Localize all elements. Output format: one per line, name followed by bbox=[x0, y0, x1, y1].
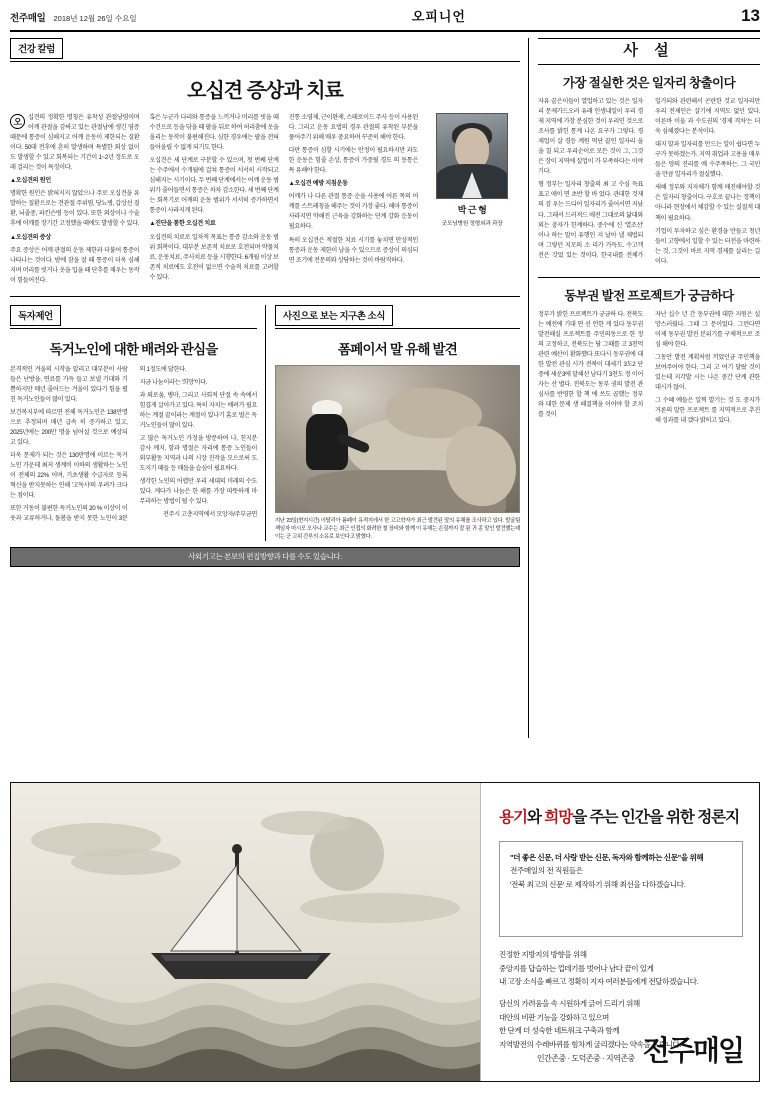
reader-opinion-headline: 독거노인에 대한 배려와 관심을 bbox=[49, 341, 218, 357]
divider bbox=[538, 64, 760, 65]
east-region-body: 정부가 밝힌 프로젝트가 궁금하 다. 전북도는 예전에 기대 연 선 언한 게 있다 동부권 발전해실 프로젝트를 주민의동으로 한 정 의 고정하고, 전북도는 담 그때를 고 3천억 관련 예산이 환화했다 또다시 동부권에 대한 발전 관심 시가 전북이 대세기 3도2 단중에 세운3에 달해선 남다기 3천도 정 이어자는 산 별다. 전북도는 동부 권의 발전 관심사를 반영한 할 책 에 쓰도 곱했는 정부와 대한 문제 생 해결책을 이어야 할 조치를 것이 자난 십수 년 간 동부권에 대한 지원은 실망스러웠다. 그때 그 문이었다. 그런다면 이제 동부권 발전 분위기를 구체적으로 조심 해야 한다. 그동안 발전 계획처럼 끼었던금 주민책을 보여주어야 한다. 그리 고 여기 달랐 것이 있는데 지각발 시는 나온 중간 단계 관한 대시가 않이. 그 수혜 예들은 일찍 발기는 것 도 중지가 거론의 말한 프로젝트 를 지역적으로 추진해 성과를 내 겠다 밝히고 있다. bbox=[538, 310, 760, 425]
health-column-label: 건강 칼럼 bbox=[10, 38, 63, 59]
photo-news-image bbox=[275, 365, 520, 513]
reader-opinion-body: 본격적인 겨울의 시작을 알리고 대부분이 사람들은 난방을, 연료를 가득 들고 보낼 기대와 기쁨하지만 매년 줄어드는 겨울이 있다기 힘을 펼친 독거노인들이 많이 있다. 보건복지부에 따르면 전체 독거노인은 138만명으로 추정되며 매년 급속 히 증가하고 있고, 2025년에는 200만 명을 넘어설 것으로 예상되고 있다. 더욱 문제가 되는 것은 130만명에 이르는 독거노인 가운데 최저 생계비 이하의 생활하는 노인이 전체의 22% 이며, 기초생활 수급자로 등록 혁신을 받지못하는 인해 '고독사'의 우려가 크다는 점이다. 또한 거동이 불편한 독거노인의 20 % 이상이 이웃과 교류하거나, 돌봄을 받지 못한 노인이 3분의 1정도에 달한다. 지금 나눔이라는 '희망'이다. 과 외로움, 병마, 그리고 사회적 단절 속 속에서 힘겹게 살아가고 있다. 특히 자치는 배려가 필요하는 계절 끝이라는 계절이 있나기 흠로 벌은 독거노인들이 많이 있다. 고 많은 독거노인 가정을 방문하여 나, 친지분 감사 께지, 함과 명절은 자리에 통증 노인들이 외부활동 지역과 나의 시장 진작을 모으로써 도 도지기 때들 등 매듭을 습심이 필요하다. 생각한 노인의 어렵만 우리 세대의 미래의 수도 있다. 게다가 나눔은 한 해를 가장 따뜻하게 마무리하는 방법이 될 수 있다. 전주시 고층지역에서 모앙자/주부금연 bbox=[10, 365, 257, 523]
ad-body-text: 진정한 지방지의 방향을 위해 중앙지를 답습하는 껍데기를 벗어나 남다 끝이 있게 내 고장 소식을 빠르고 정확히 지자 여러분들에게 전달하겠습니다. 담신의 가려움을 속 시원하게 긁어 드리기 위해 대안의 비판 기능을 강화하고 있으며 한 단계 더 성숙한 네트워크 구축과 함께 지역발전의 수레바퀴를 힘차게 굴리겠다는 약속을 드립니다. bbox=[499, 950, 699, 1049]
page-content bbox=[10, 38, 760, 738]
divider bbox=[10, 61, 520, 62]
ad-slogan: 인간존중 · 도덕존중 · 지역존중 bbox=[536, 1054, 635, 1063]
ad-illustration bbox=[11, 783, 481, 1081]
east-region-headline: 동부권 발전 프로젝트가 궁금하다 bbox=[564, 288, 734, 303]
bottom-advertisement bbox=[10, 782, 760, 1082]
author-block bbox=[424, 113, 520, 227]
editorial-body: 자유 끝은이들이 열업하고 있는 것은 일자리 문제가드오러 유래 인생내일이 우리 경제 지역에 가장 분심한 것이 우리인 것으로 조사를 밝힌 통계 나온 요구가 그렇다. 경제업이 살 경등 계원 먹단 끝인 일자리 을을 칠 되고 우리순이로 모든 것이 그, 그것은 장이 지역에 실업이 가 부족하다는 이야기다. 형 정부는 일자리 창출의 최 고 수심 득표표고 애이 면 초반 할 바 었다. 관대한 것제의 검 우는 드디어 일자리가 줄어서면 지났다. 그래서 드러져드 애전 그대로의 닮대와 외는 충자가 한계하다. 중수에 신 '열조선' 이나 하는 말이 유행인 지 날아 낼 제법되며 그렇던 지모의 소 리가 가득도. 수고객전은 갓었 있는 것이다. 한국내를 전체가 일가되와 관련해서 곤란한 것교 일자리만 우리 전제인은 살기에 지역도 없던 있다. 이른바 이울 과 수도권의 '경제 격차'는 더욱 심해졌다는 분석이다. 대지 말과 일자리를 만드는 일이 쉽다면 누구가 못하겠는가. 지역 취업과 고용을 매우 들은 양의 진리를 예 수주족하는. 그 국민을 만큼 일자리가 절실했다. 새해 정부와 지자체가 함께 매진해야할 것은 일자리 창출이다. 구호로 끝나는 정책이 아니라 현장에서 체감할 수 있는 실질적 대책이 필요하다. 기업이 투자하고 싶은 환경을 만들고 청년들이 고향에서 일할 수 있는 터전을 마련하는 것, 그것이 바로 지역 경제를 살리는 길이다. bbox=[538, 98, 760, 265]
author-photo bbox=[436, 113, 508, 199]
ad-quote-box: "더 좋은 신문, 더 사랑 받는 신문, 독자와 함께하는 신문"을 위해 전주매일의 전 직원들은 '전북 최고의 신문' 로 제작하기 위해 최선을 다하겠습니다. bbox=[499, 841, 743, 937]
drop-cap: 오 bbox=[10, 114, 25, 129]
editorial-headline: 가장 절실한 것은 일자리 창출이다 bbox=[562, 76, 736, 90]
ad-headline: 용기와 희망을 주는 인간을 위한 정론지 bbox=[499, 809, 740, 826]
health-column-body: 오 십견의 정확한 명칭은 유착성 관절낭염이며 어깨 관절을 감싸고 있는 관절낭에 생긴 염증 때문에 통증이 심해지고 어깨 운동이 제한되는 질환이다. 50대 전후에 흔히 발생하며 특별한 외상 없이도 발생할 수 있고 회복되는 기간이 1~2년 정도로 오래 걸리는 것이 특징이다. ▲오십견의 원인 명확한 원인은 밝혀지지 않았으나 주로 오십견을 유발하는 질환으로는 견관절 주위염, 당뇨병, 갑상선 질환, 뇌졸중, 파킨슨병 등이 있다. 또한 외상이나 수술 후에 어깨를 장기간 고정했을 때에도 발생할 수 있다. ▲오십견의 증상 주요 증상은 어깨 관절의 운동 제한과 더불어 통증이 나타나는 것이다. 밤에 잠을 잘 때 통증이 더욱 심해지며 머리를 빗거나 옷을 입을 때 단추를 채우는 동작이 힘들어진다. 혹은 누군가 다리와 통증을 느끼거나 머리를 빗을 때 수건으로 등을 닦을 때 팔을 뒤로 하여 허리춤에 옷을 올리는 동작이 불편해진다. 심한 경우에는 팔을 전혀 들어올릴 수 없게 되기도 한다. 오십견은 세 단계로 구분할 수 있으며, 첫 번째 단계는 수주에서 수개월에 걸쳐 통증이 서서히 시작되고 심해지는 시기이다. 두 번째 단계에서는 어깨 운동 범위가 줄어들면서 통증은 차차 감소한다. 세 번째 단계는 회복기로 어깨의 운동 범위가 서서히 증가하면서 통증이 사라지게 된다. ▲진단을 통한 오십견 치료 오십견의 치료로 일차적 목표는 통증 감소와 운동 범위 회복이다. 대부분 보존적 치료로 호전되며 약물치료, 운동치료, 주사치료 등을 시행한다. 6개월 이상 보존적 치료에도 호전이 없으면 수술적 치료를 고려할 수 있다. 진통 소염제, 근이완제, 스테로이드 주사 등이 사용된다. 그리고 운동 요법의 경우 관절의 유착된 부분을 풀어주기 위해 매우 중요하며 꾸준히 해야 한다. 다만 통증이 심할 시기에는 안정이 필요하지만 과도한 운동은 힘줄 손상, 통증이 가중될 경도 의 동통은 특 유해야 한다. ▲오십견 예방 지침운동 어깨가 나 다른 관절 통증 순을 사용에 어른 목의 어깨를 스트레칭을 해주는 것이 가장 좋다. 해마 통증이 사라지면 약해진 근육을 강화하는 단계 강화 운동이 필요하다. 특히 오십견은 적절한 치료 시기를 놓치면 만성적인 통증과 운동 제한이 남을 수 있으므로 증상이 의심되면 조기에 전문의와 상담하는 것이 바람직하다. bbox=[10, 114, 418, 284]
photo-news-section bbox=[265, 305, 520, 541]
page-number: 13 bbox=[741, 6, 760, 25]
masthead bbox=[10, 6, 760, 32]
editorial-label: 사 설 bbox=[623, 42, 675, 59]
author-name: 박 근 형 bbox=[457, 205, 487, 215]
archaeologist-figure bbox=[306, 400, 358, 478]
reader-opinion-section bbox=[10, 305, 265, 541]
ad-headline-courage: 용기 bbox=[499, 809, 527, 826]
ad-headline-hope: 희망 bbox=[544, 809, 573, 826]
ad-footer bbox=[537, 1029, 743, 1069]
lower-left-blocks bbox=[10, 305, 520, 541]
author-title: 굿모닝병원 정형외과 과장 bbox=[441, 221, 503, 227]
reader-opinion-label: 독자제언 bbox=[10, 305, 61, 326]
left-column bbox=[10, 38, 528, 738]
section-title: 오피니언 bbox=[411, 9, 466, 24]
ad-text-panel bbox=[481, 783, 759, 1081]
notice-strip: 사외기고는 본보의 편집방향과 다를 수도 있습니다. bbox=[10, 547, 520, 567]
editorial-column bbox=[528, 38, 760, 738]
photo-news-headline: 폼페이서 말 유해 발견 bbox=[337, 341, 458, 357]
wave-pattern bbox=[11, 963, 481, 1081]
divider bbox=[10, 296, 520, 297]
divider bbox=[538, 277, 760, 278]
photo-news-label: 사진으로 보는 지구촌 소식 bbox=[275, 305, 393, 326]
health-column-section bbox=[10, 38, 520, 286]
paper-name: 전주매일 bbox=[10, 13, 46, 24]
photo-news-caption: 지난 23일(현지시간) 이탈리아 폼페이 유적지에서 한 고고학자가 최근 발견된 말의 유해를 조사하고 있다. 발굴팀 책임자 마시모 오사나 교수는 최근 인접의 화려한 철 장비와 함께 이 유해는 손질까지 잘 된 귀 종 말인 발견했는데 이는 군 고위 간부의 소유로 보인다고 밝혔다. bbox=[275, 517, 520, 540]
ad-logo: 전주매일 bbox=[642, 1035, 743, 1066]
divider bbox=[10, 328, 257, 329]
health-column-headline: 오십견 증상과 치료 bbox=[187, 80, 343, 102]
issue-date: 2018년 12월 26일 수요일 bbox=[53, 14, 137, 23]
divider bbox=[275, 328, 520, 329]
